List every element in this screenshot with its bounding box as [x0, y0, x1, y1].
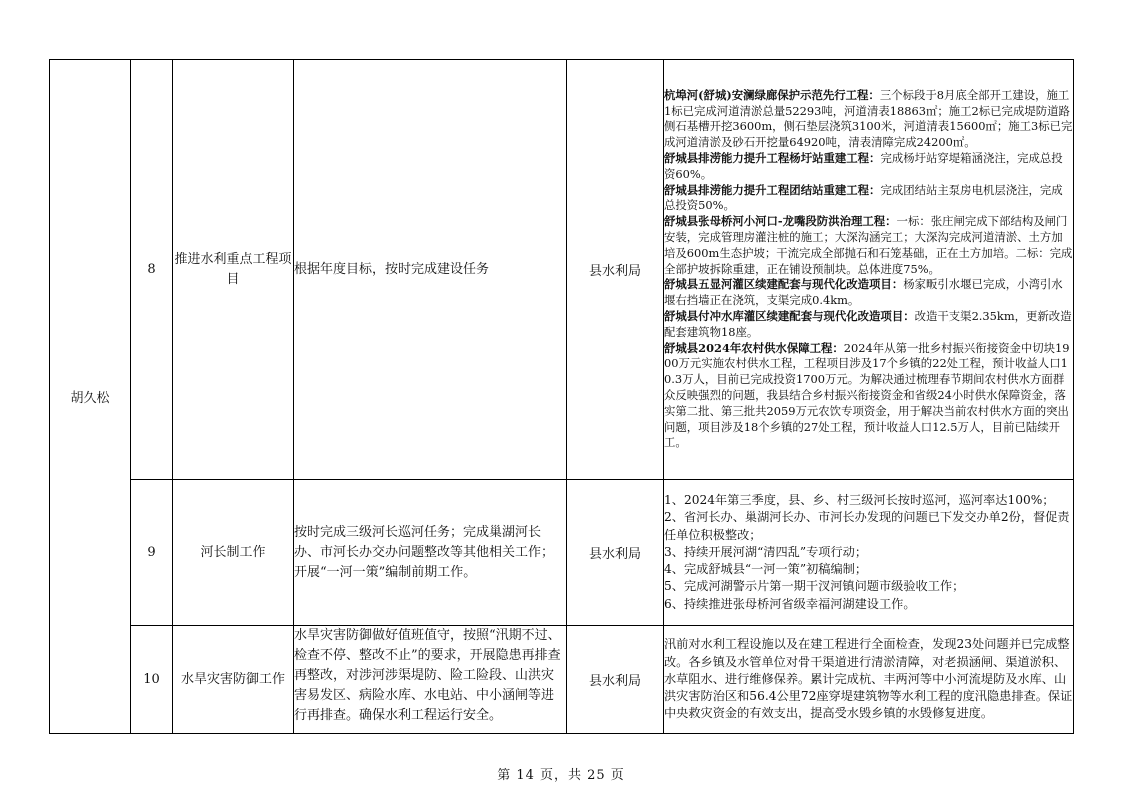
progress-cell: [664, 60, 1074, 480]
progress-item: 汛前对水利工程设施以及在建工程进行全面检查，发现23处问题并已完成整改。各乡镇及水管单位对骨干渠道进行清淤清障，对老损涵闸、渠道淤积、水草阻水、进行维修保养。累计完成杭、丰两河等中小河流堤防及水库、山洪灾害防治区和56.4公里72座穿堤建筑物等水利工程的度汛隐患排查。保证中央救灾资金的有效支出，提高受水毁乡镇的水毁修复进度。: [664, 637, 1073, 721]
progress-item: 2、省河长办、巢湖河长办、市河长办发现的问题已下发交办单2份，督促责任单位积极整改；: [664, 510, 1070, 542]
progress-item: 5、完成河湖警示片第一期干汊河镇问题市级验收工作；: [664, 579, 965, 594]
department: 县水利局: [567, 626, 664, 734]
project-title: 杭埠河(舒城)安澜绿廊保护示范先行工程：: [664, 87, 880, 102]
progress-cell: [664, 480, 1074, 626]
table-row: [50, 626, 1074, 734]
project-title: 舒城县2024年农村供水保障工程：: [664, 340, 844, 355]
project-progress: 完成杨圩站穿堤箱涵浇注，完成总投资60%。: [664, 151, 1063, 181]
project-title: 舒城县排涝能力提升工程杨圩站重建工程：: [664, 151, 881, 166]
progress-item: [664, 151, 1073, 183]
table-row: [50, 60, 1074, 480]
task-target: 水旱灾害防御做好值班值守，按照“汛期不过、检查不停、整改不止”的要求，开展隐患再排查再整改，对涉河涉渠堤防、险工险段、山洪灾害易发区、病险水库、水电站、中小涵闸等进行再排查。确保水利工程运行安全。: [294, 626, 567, 734]
progress-cell: [664, 626, 1074, 734]
responsible-person: 胡久松: [50, 60, 131, 734]
project-progress: 改造干支渠2.35km，更新改造配套建筑物18座。: [664, 308, 1072, 339]
progress-item: [664, 341, 1073, 452]
project-progress: 杨家畈引水堰已完成，小湾引水堰右挡墙正在浇筑，支渠完成0.4km。: [664, 277, 1063, 308]
department: 县水利局: [567, 480, 664, 626]
progress-item: 6、持续推进张母桥河省级幸福河湖建设工作。: [664, 596, 916, 611]
project-progress: 一标：张庄闸完成下部结构及闸门安装，完成管理房灌注桩的施工；大深沟涵完工；大深沟完成河道清淤、土方加培及600m生态护坡；干流完成全部抛石和石笼基础，正在土方加培。二标：完成全部护坡拆除重建，正在铺设预制块。总体进度75%。: [664, 214, 1073, 276]
progress-item: 3、持续开展河湖“清四乱”专项行动；: [664, 544, 868, 559]
progress-item: [664, 88, 1073, 151]
progress-item: [664, 309, 1073, 341]
progress-item: 1、2024年第三季度，县、乡、村三级河长按时巡河，巡河率达100%；: [664, 492, 1055, 507]
project-progress: 2024年从第一批乡村振兴衔接资金中切块1900万元实施农村供水工程，工程项目涉及17个乡镇的22处工程，预计收益人口10.3万人，目前已完成投资1700万元。为解决通过梳理春节期间农村供水方面群众反映强烈的问题，我县结合乡村振兴衔接资金和省级24小时供水保障资金，落实第二批、第三批共2059万元农饮专项资金，用于解决当前农村供水方面的突出问题，项目涉及18个乡镇的27处工程，预计收益人口12.5万人，目前已陆续开工。: [664, 340, 1070, 450]
task-name: 推进水利重点工程项目: [173, 60, 294, 480]
progress-item: 4、完成舒城县“一河一策”初稿编制；: [664, 562, 868, 577]
table-row: [50, 480, 1074, 626]
project-title: 舒城县排涝能力提升工程团结站重建工程：: [664, 182, 881, 197]
task-target: 根据年度目标，按时完成建设任务: [294, 60, 567, 480]
row-number: 9: [131, 480, 173, 626]
task-name: 水旱灾害防御工作: [173, 626, 294, 734]
project-progress: 完成团结站主泵房电机层浇注，完成总投资50%。: [664, 182, 1063, 213]
progress-item: [664, 183, 1073, 215]
project-progress: 三个标段于8月底全部开工建设，施工1标已完成河道清淤总量52293吨，河道清表18863㎡；施工2标已完成堤防道路侧石基槽开挖3600m，侧石垫层浇筑3100米，河道清表15600㎡；施工3标已完成河道清淤及砂石开挖量64920吨，清表清障完成24200㎡。: [664, 87, 1073, 150]
project-title: 舒城县张母桥河小河口-龙嘴段防洪治理工程：: [664, 214, 897, 229]
page-number: 第 14 页，共 25 页: [497, 768, 625, 783]
department: 县水利局: [567, 60, 664, 480]
row-number: 8: [131, 60, 173, 480]
project-title: 舒城县付冲水库灌区续建配套与现代化改造项目：: [664, 308, 915, 323]
task-name: 河长制工作: [173, 480, 294, 626]
project-title: 舒城县五显河灌区续建配套与现代化改造项目：: [664, 277, 904, 292]
task-target: 按时完成三级河长巡河任务；完成巢湖河长办、市河长办交办问题整改等其他相关工作；开展“一河一策”编制前期工作。: [294, 480, 567, 626]
work-progress-table: [49, 59, 1074, 734]
progress-item: [664, 214, 1073, 277]
row-number: 10: [131, 626, 173, 734]
progress-item: [664, 277, 1073, 309]
